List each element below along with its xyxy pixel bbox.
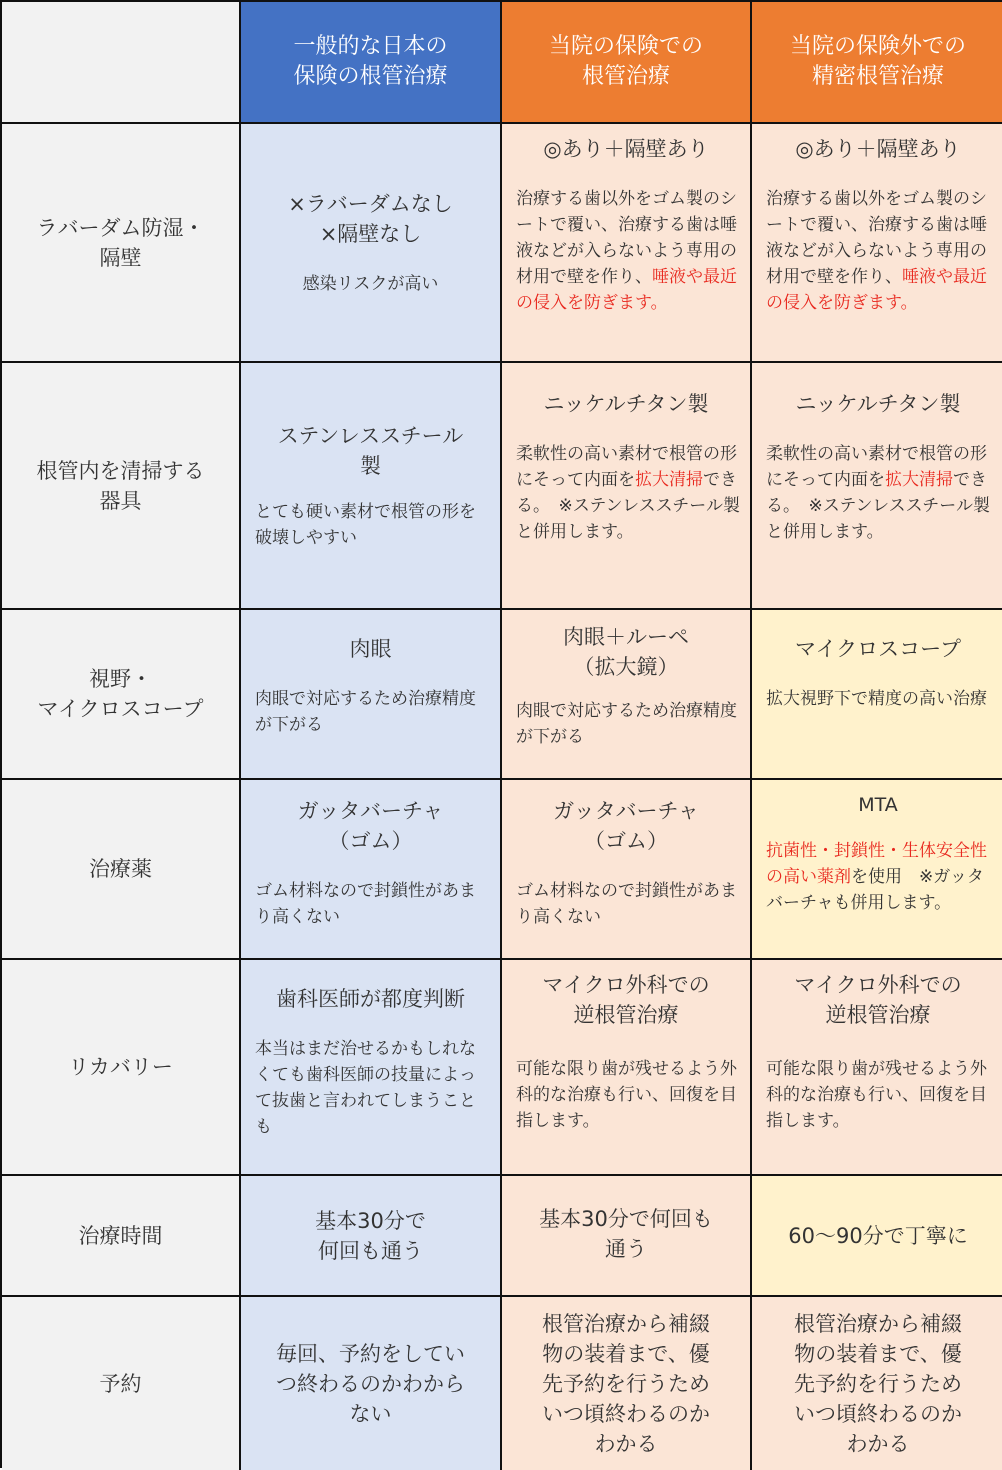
tool-general-desc: とても硬い素材で根管の形を破壊しやすい bbox=[255, 501, 476, 548]
rubber-clinic-insurance-desc-highlight: 唾液や最近の侵入を防ぎます。 bbox=[516, 267, 737, 313]
tool-clinic-insurance-desc-highlight: 拡大清掃 bbox=[635, 470, 703, 490]
reservation-general-cell bbox=[241, 1297, 502, 1470]
time-clinic-private-cell bbox=[752, 1176, 1002, 1297]
rubber-clinic-insurance-cell bbox=[502, 124, 752, 363]
medicine-clinic-private-desc bbox=[752, 838, 1002, 916]
rubber-clinic-private-desc bbox=[752, 186, 1002, 316]
vision-clinic-private-cell bbox=[752, 610, 1002, 780]
rubber-clinic-private-cell bbox=[752, 124, 1002, 363]
tool-clinic-private-desc-a: 柔軟性の高い素材で根管の形にそって内面を bbox=[766, 444, 987, 490]
tool-clinic-insurance-desc bbox=[502, 441, 750, 545]
row-label-medicine-text: 治療薬 bbox=[89, 857, 152, 881]
recovery-clinic-private-desc: 可能な限り歯が残せるよう外科的な治療も行い、回復を目指します。 bbox=[766, 1059, 987, 1131]
corner-cell bbox=[2, 2, 241, 124]
tool-clinic-insurance-cell bbox=[502, 363, 752, 610]
medicine-clinic-private-cell bbox=[752, 780, 1002, 960]
header-general-insurance bbox=[241, 2, 502, 124]
rubber-general-cell bbox=[241, 124, 502, 363]
medicine-clinic-private-title: MTA bbox=[858, 794, 898, 816]
time-clinic-private-text: 60〜90分で丁寧に bbox=[788, 1223, 968, 1248]
rubber-clinic-insurance-desc bbox=[502, 186, 750, 316]
header-clinic-private bbox=[752, 2, 1002, 124]
rubber-clinic-private-desc-highlight: 唾液や最近の侵入を防ぎます。 bbox=[766, 267, 987, 313]
reservation-clinic-private-cell bbox=[752, 1297, 1002, 1470]
row-label-reservation bbox=[2, 1297, 241, 1470]
tool-general-title: ステンレススチール 製 bbox=[277, 423, 464, 478]
reservation-clinic-private-text: 根管治療から補綴 物の装着まで、優 先予約を行うため いつ頃終わるのか わかる bbox=[794, 1311, 962, 1456]
medicine-general-desc: ゴム材料なので封鎖性があまり高くない bbox=[255, 881, 476, 927]
reservation-general-text: 毎回、予約をしてい つ終わるのかわから ない bbox=[276, 1341, 465, 1426]
row-label-time bbox=[2, 1176, 241, 1297]
recovery-general-cell bbox=[241, 960, 502, 1176]
medicine-clinic-insurance-title: ガッタバーチャ （ゴム） bbox=[553, 799, 699, 853]
vision-clinic-private-title: マイクロスコープ bbox=[794, 637, 962, 661]
medicine-clinic-private-desc-b: を使用 ※ガッタバーチャも併用します。 bbox=[766, 867, 984, 913]
rubber-clinic-private-title: ◎あり＋隔壁あり bbox=[795, 137, 961, 161]
rubber-clinic-private-desc-text: 治療する歯以外をゴム製のシートで覆い、治療する歯は唾液などが入らないよう専用の材用で壁を作り、 bbox=[766, 189, 987, 287]
recovery-clinic-insurance-cell bbox=[502, 960, 752, 1176]
rubber-general-desc: 感染リスクが高い bbox=[302, 273, 439, 294]
tool-clinic-insurance-desc-b: できる。 ※ステンレススチール製と併用します。 bbox=[516, 470, 740, 542]
medicine-clinic-private-desc-highlight: 抗菌性・封鎖性・生体安全性の高い薬剤 bbox=[766, 841, 987, 887]
reservation-clinic-insurance-text: 根管治療から補綴 物の装着まで、優 先予約を行うため いつ頃終わるのか わかる bbox=[542, 1311, 710, 1456]
header-clinic-insurance-text: 当院の保険での 根管治療 bbox=[548, 34, 703, 89]
rubber-clinic-insurance-title: ◎あり＋隔壁あり bbox=[543, 137, 709, 161]
tool-clinic-private-cell bbox=[752, 363, 1002, 610]
reservation-clinic-insurance-cell bbox=[502, 1297, 752, 1470]
header-clinic-private-text: 当院の保険外での 精密根管治療 bbox=[789, 34, 966, 89]
tool-general-cell bbox=[241, 363, 502, 610]
vision-clinic-insurance-title: 肉眼＋ルーペ （拡大鏡） bbox=[563, 625, 689, 679]
header-clinic-insurance bbox=[502, 2, 752, 124]
recovery-clinic-private-title: マイクロ外科での 逆根管治療 bbox=[794, 973, 962, 1027]
medicine-clinic-insurance-cell bbox=[502, 780, 752, 960]
row-label-rubber-dam bbox=[2, 124, 241, 363]
recovery-clinic-insurance-desc: 可能な限り歯が残せるよう外科的な治療も行い、回復を目指します。 bbox=[516, 1059, 737, 1131]
tool-clinic-insurance-title: ニッケルチタン製 bbox=[543, 392, 709, 416]
vision-general-title: 肉眼 bbox=[349, 637, 392, 661]
tool-clinic-private-desc-highlight: 拡大清掃 bbox=[885, 470, 953, 490]
vision-clinic-insurance-desc: 肉眼で対応するため治療精度が下がる bbox=[516, 701, 737, 747]
tool-clinic-private-desc bbox=[752, 441, 1002, 545]
row-label-time-text: 治療時間 bbox=[78, 1223, 163, 1248]
row-label-reservation-text: 予約 bbox=[99, 1371, 142, 1396]
row-label-recovery bbox=[2, 960, 241, 1176]
recovery-general-desc: 本当はまだ治せるかもしれなくても歯科医師の技量によって抜歯と言われてしまうことも bbox=[255, 1039, 476, 1137]
vision-clinic-insurance-cell bbox=[502, 610, 752, 780]
recovery-clinic-insurance-title: マイクロ外科での 逆根管治療 bbox=[542, 973, 710, 1027]
recovery-clinic-private-cell bbox=[752, 960, 1002, 1176]
time-general-cell bbox=[241, 1176, 502, 1297]
time-clinic-insurance-text: 基本30分で何回も 通う bbox=[539, 1207, 713, 1261]
tool-clinic-private-title: ニッケルチタン製 bbox=[795, 392, 961, 416]
time-general-text: 基本30分で 何回も通う bbox=[315, 1208, 426, 1263]
vision-general-cell bbox=[241, 610, 502, 780]
medicine-general-title: ガッタバーチャ （ゴム） bbox=[297, 799, 444, 853]
row-label-vision bbox=[2, 610, 241, 780]
row-label-tool bbox=[2, 363, 241, 610]
tool-clinic-private-desc-b: できる。 ※ステンレススチール製と併用します。 bbox=[766, 470, 990, 542]
row-label-vision-text: 視野・ マイクロスコープ bbox=[37, 667, 204, 721]
row-label-medicine bbox=[2, 780, 241, 960]
header-general-insurance-text: 一般的な日本の 保険の根管治療 bbox=[293, 34, 448, 89]
tool-clinic-insurance-desc-a: 柔軟性の高い素材で根管の形にそって内面を bbox=[516, 444, 737, 490]
row-label-rubber-dam-text: ラバーダム防湿・ 隔壁 bbox=[36, 215, 205, 270]
vision-general-desc: 肉眼で対応するため治療精度が下がる bbox=[255, 689, 476, 735]
medicine-general-cell bbox=[241, 780, 502, 960]
recovery-general-title: 歯科医師が都度判断 bbox=[276, 987, 465, 1011]
medicine-clinic-insurance-desc: ゴム材料なので封鎖性があまり高くない bbox=[516, 881, 737, 927]
rubber-clinic-insurance-desc-text: 治療する歯以外をゴム製のシートで覆い、治療する歯は唾液などが入らないよう専用の材用で壁を作り、 bbox=[516, 189, 737, 287]
row-label-tool-text: 根管内を清掃する 器具 bbox=[36, 458, 205, 513]
row-label-recovery-text: リカバリー bbox=[68, 1055, 173, 1079]
vision-clinic-private-desc: 拡大視野下で精度の高い治療 bbox=[766, 689, 987, 709]
time-clinic-insurance-cell bbox=[502, 1176, 752, 1297]
rubber-general-title: ×ラバーダムなし ×隔壁なし bbox=[288, 191, 453, 246]
